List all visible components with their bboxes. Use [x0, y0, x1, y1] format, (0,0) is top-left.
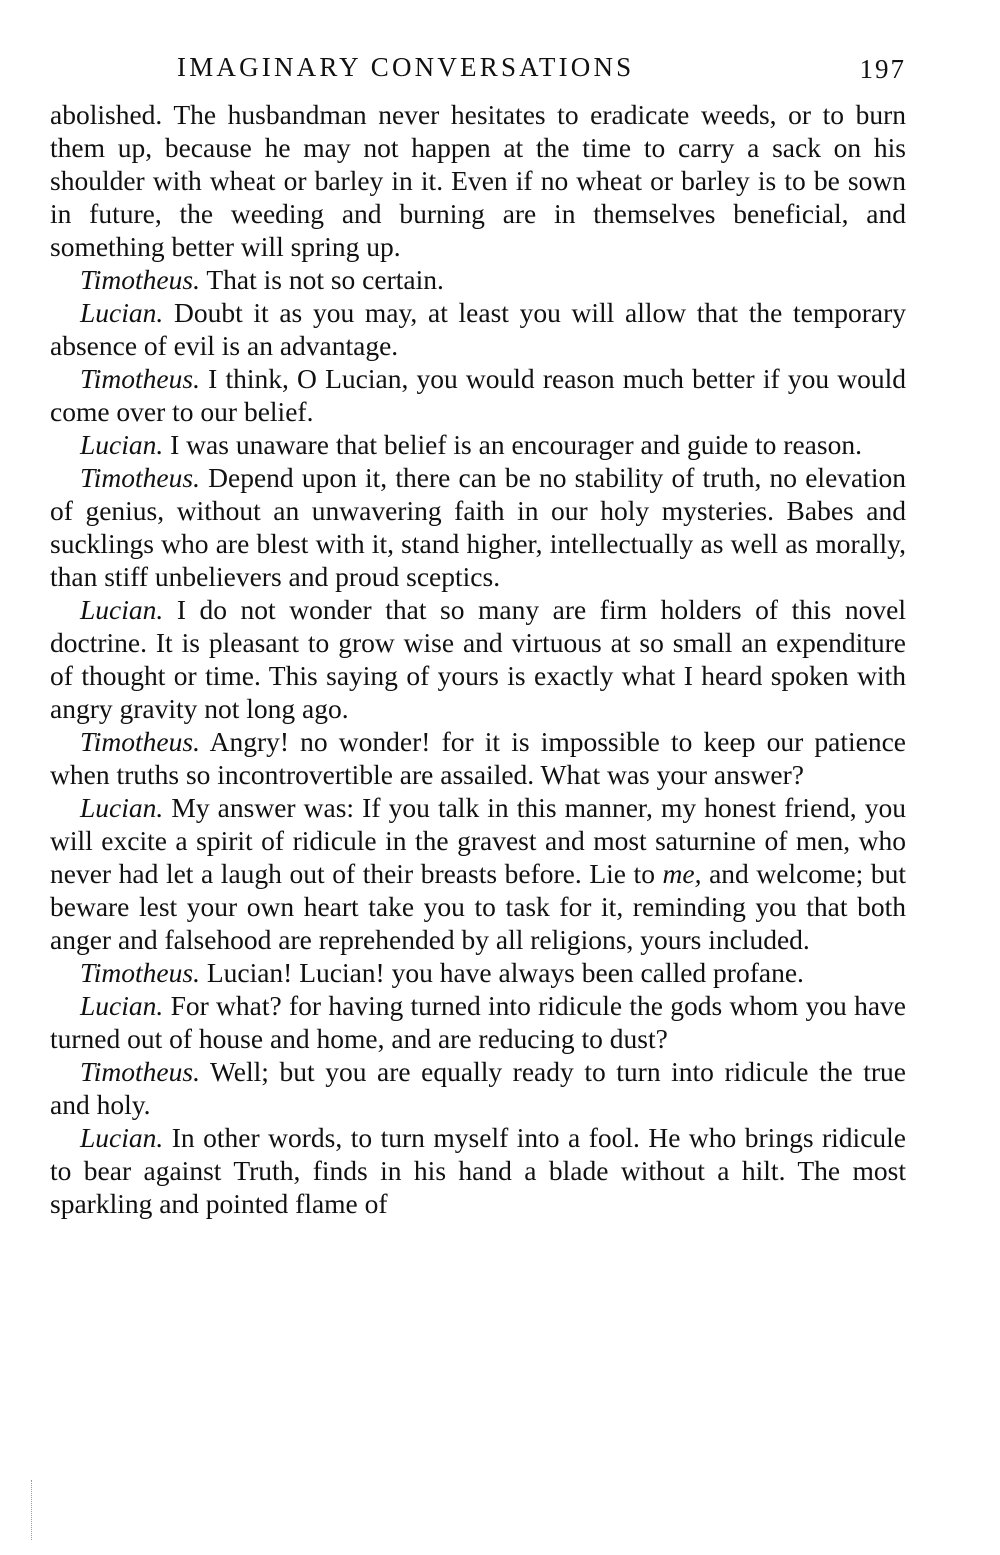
speaker-name: Timotheus.: [80, 1056, 200, 1087]
speech-text: Lucian! Lucian! you have always been called profane.: [206, 957, 804, 988]
dialogue-line: [50, 263, 906, 296]
dialogue-line: [50, 725, 906, 791]
speech-text: I do not wonder that so many are firm holders of this novel doctrine. It is pleasant to grow wise and virtuous at so small an expenditure of thought or time. This saying of yours is exactly what I heard spoken with angry gravity not long ago.: [50, 594, 906, 724]
speaker-name: Timotheus.: [80, 957, 200, 988]
dialogue-line: [50, 461, 906, 593]
speaker-name: Timotheus.: [80, 462, 200, 493]
continuation-paragraph: abolished. The husbandman never hesitates to eradicate weeds, or to burn them up, because he may not happen at the time to carry a sack on his shoulder with wheat or barley in it. Even if no wheat or barley is to be sown in future, the weeding and burning are in themselves beneficial, and something better will spring up.: [50, 99, 906, 262]
dialogue-line: [50, 956, 906, 989]
speech-text: That is not so certain.: [206, 264, 444, 295]
speaker-name: Timotheus.: [80, 726, 200, 757]
speaker-name: Lucian.: [80, 429, 164, 460]
speech-text: Doubt it as you may, at least you will allow that the temporary absence of evil is an advantage.: [50, 297, 906, 361]
speaker-name: Lucian.: [80, 792, 164, 823]
scan-gutter-line: [31, 1480, 33, 1540]
speech-text: In other words, to turn myself into a fool. He who brings ridicule to bear against Truth, finds in his hand a blade without a hilt. The most sparkling and pointed flame of: [50, 1122, 907, 1219]
speech-text: Depend upon it, there can be no stability of truth, no elevation of genius, without an unwavering faith in our holy mysteries. Babes and sucklings who are blest with it, stand higher, intellectually as well as morally, than stiff unbelievers and proud sceptics.: [50, 462, 907, 592]
dialogue-line: [50, 989, 906, 1055]
speaker-name: Lucian.: [80, 594, 164, 625]
dialogue-line: [50, 362, 906, 428]
speech-text: My answer was: If you talk in this manner, my honest friend, you will excite a spirit of ridicule in the gravest and most saturnine of men, who never had let a laugh out of their breasts before. Lie to: [50, 792, 907, 889]
dialogue-line: [50, 791, 906, 956]
dialogue-line: [50, 296, 906, 362]
speech-text: For what? for having turned into ridicule the gods whom you have turned out of house and home, and are reducing to dust?: [50, 990, 907, 1054]
speaker-name: Lucian.: [80, 297, 164, 328]
page-number: 197: [859, 54, 906, 84]
speaker-name: Lucian.: [80, 1122, 164, 1153]
speaker-name: Timotheus.: [80, 363, 200, 394]
dialogue-line: [50, 1055, 906, 1121]
book-page: [50, 52, 906, 1220]
speech-text: Well; but you are equally ready to turn into ridicule the true and holy.: [50, 1056, 906, 1120]
speech-text: I was unaware that belief is an encourager and guide to reason.: [170, 429, 862, 460]
running-title: IMAGINARY CONVERSATIONS: [177, 52, 635, 82]
emphasis-text: me,: [662, 858, 702, 889]
dialogue-line: [50, 593, 906, 725]
speaker-name: Lucian.: [80, 990, 164, 1021]
body-text: [50, 98, 906, 1220]
dialogue-line: [50, 428, 906, 461]
speaker-name: Timotheus.: [80, 264, 200, 295]
speech-text: and welcome; but beware lest your own heart take you to task for it, reminding you that both anger and falsehood are reprehended by all religions, yours included.: [50, 858, 906, 955]
running-head: [50, 52, 906, 98]
dialogue-line: [50, 1121, 906, 1220]
speech-text: I think, O Lucian, you would reason much better if you would come over to our belief.: [50, 363, 907, 427]
speech-text: Angry! no wonder! for it is impossible to keep our patience when truths so incontrovertible are assailed. What was your answer?: [50, 726, 907, 790]
